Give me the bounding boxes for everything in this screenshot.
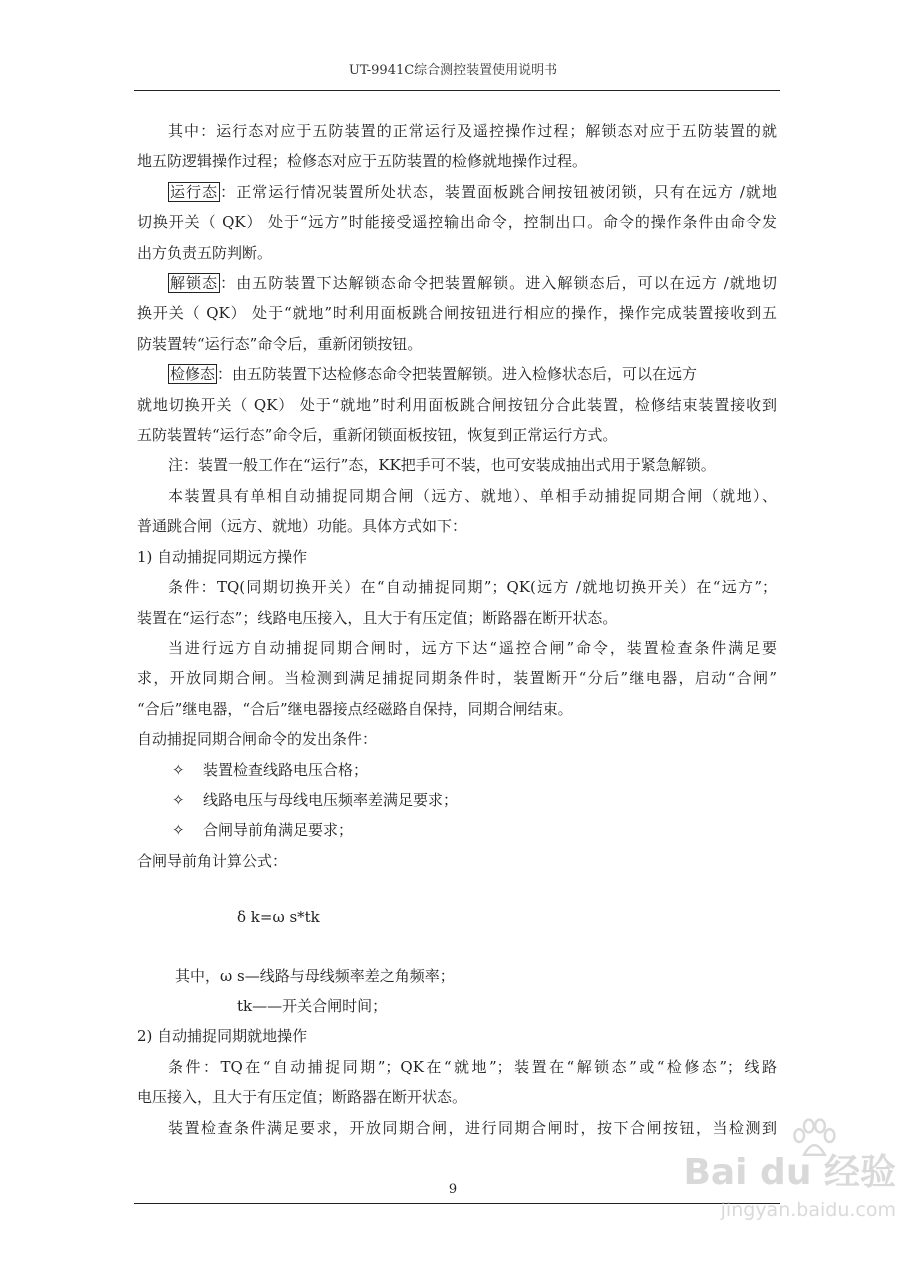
text-line xyxy=(137,450,777,480)
formula-intro: 合闸导前角计算公式： xyxy=(137,851,288,870)
running-header: UT-9941C综合测控装置使用说明书 xyxy=(348,63,558,78)
text-line xyxy=(137,663,777,693)
line-text: ：由五防装置下达检修态命令把装置解锁。进入检修状态后，可以在远方 xyxy=(217,365,698,384)
diamond-bullet-icon: ✧ xyxy=(172,821,185,840)
bullet-item xyxy=(137,755,777,785)
watermark-brand: Bai du 经验 xyxy=(683,1152,896,1193)
text-line xyxy=(137,511,777,541)
line-text: 换开关（ QK） 处于“就地”时利用面板跳合闸按钮进行相应的操作，操作完成装置接收到五 xyxy=(137,304,777,323)
header-rule xyxy=(134,90,780,91)
bullet-text: 装置检查线路电压合格； xyxy=(203,760,369,779)
page-body xyxy=(137,116,777,1143)
line-text: 就地切换开关（ QK） 处于“就地”时利用面板跳合闸按钮分合此装置，检修结束装置接收到 xyxy=(137,395,777,414)
footer-rule xyxy=(134,1203,780,1204)
text-line xyxy=(137,633,777,663)
line-text: 地五防逻辑操作过程；检修态对应于五防装置的检修就地操作过程。 xyxy=(137,152,588,171)
text-line xyxy=(137,390,777,420)
formula-where-1: 其中，ω s—线路与母线频率差之角频率； xyxy=(175,966,455,985)
line-text: 防装置转“运行态”命令后，重新闭锁按钮。 xyxy=(137,334,423,353)
line-text: 电压接入，且大于有压定值；断路器在断开状态。 xyxy=(137,1088,468,1107)
text-line xyxy=(137,603,777,633)
formula-where-2: tk——开关合闸时间； xyxy=(237,996,388,1015)
state-term-box: 运行态 xyxy=(170,182,219,201)
page-number: 9 xyxy=(448,1182,458,1197)
line-text: 当进行远方自动捕捉同期合闸时，远方下达“遥控合闸”命令，装置检查条件满足要 xyxy=(168,638,777,657)
text-line xyxy=(137,542,777,572)
baidu-watermark xyxy=(683,1152,896,1222)
text-line xyxy=(137,481,777,511)
text-line xyxy=(137,177,777,207)
formula: δ k=ω s*tk xyxy=(237,908,320,927)
text-line xyxy=(137,146,777,176)
line-text: 条件：TQ(同期切换开关）在“自动捕捉同期”；QK(远方 /就地切换开关）在“远方”； xyxy=(168,578,777,597)
state-term-box: 解锁态 xyxy=(170,274,219,293)
text-line xyxy=(137,420,777,450)
line-text: 装置检查条件满足要求，开放同期合闸，进行同期合闸时，按下合闸按钮，当检测到 xyxy=(168,1118,777,1137)
text-line xyxy=(137,116,777,146)
text-line xyxy=(137,1021,777,1051)
line-text: 注：装置一般工作在“运行”态，KK把手可不装，也可安装成抽出式用于紧急解锁。 xyxy=(168,456,716,475)
bullet-item xyxy=(137,815,777,845)
line-text: 求，开放同期合闸。当检测到满足捕捉同期条件时，装置断开“分后”继电器，启动“合闸” xyxy=(137,669,777,688)
state-term-box: 检修态 xyxy=(170,365,216,384)
bullet-text: 线路电压与母线电压频率差满足要求； xyxy=(203,790,459,809)
line-text: 五防装置转“运行态”命令后，重新闭锁面板按钮，恢复到正常运行方式。 xyxy=(137,426,618,445)
watermark-url: jingyan.baidu.com xyxy=(720,1199,896,1221)
text-line xyxy=(137,1113,777,1143)
diamond-bullet-icon: ✧ xyxy=(172,790,185,809)
text-line xyxy=(137,359,777,389)
text-line xyxy=(137,207,777,237)
line-text: 本装置具有单相自动捕捉同期合闸（远方、就地）、单相手动捕捉同期合闸（就地）、 xyxy=(168,486,777,505)
line-text: 2) 自动捕捉同期就地操作 xyxy=(137,1027,308,1046)
line-text: 普通跳合闸（远方、就地）功能。具体方式如下： xyxy=(137,517,468,536)
text-line xyxy=(137,1052,777,1082)
text-line xyxy=(137,694,777,724)
text-line xyxy=(137,724,777,754)
text-line xyxy=(137,1082,777,1112)
line-text: 其中：运行态对应于五防装置的正常运行及遥控操作过程；解锁态对应于五防装置的就 xyxy=(168,122,777,140)
bullet-text: 合闸导前角满足要求； xyxy=(203,821,354,840)
line-text: ：由五防装置下达解锁态命令把装置解锁。进入解锁态后，可以在远方 /就地切 xyxy=(220,274,777,293)
text-line xyxy=(137,298,777,328)
line-text: 1) 自动捕捉同期远方操作 xyxy=(137,547,308,566)
line-text: 自动捕捉同期合闸命令的发出条件： xyxy=(137,730,378,749)
text-line xyxy=(137,329,777,359)
diamond-bullet-icon: ✧ xyxy=(172,760,185,779)
line-text: “合后”继电器，“合后”继电器接点经磁路自保持，同期合闸结束。 xyxy=(137,699,573,718)
line-text: 装置在“运行态”；线路电压接入，且大于有压定值；断路器在断开状态。 xyxy=(137,608,618,627)
bullet-item xyxy=(137,785,777,815)
line-text: ：正常运行情况装置所处状态，装置面板跳合闸按钮被闭锁，只有在远方 /就地 xyxy=(220,182,777,201)
text-line xyxy=(137,572,777,602)
text-line xyxy=(137,268,777,298)
text-line xyxy=(137,238,777,268)
line-text: 条件：TQ在“自动捕捉同期”；QK在“就地”；装置在“解锁态”或“检修态”；线路 xyxy=(168,1057,777,1076)
line-text: 出方负责五防判断。 xyxy=(137,243,273,262)
line-text: 切换开关（ QK） 处于“远方”时能接受遥控输出命令，控制出口。命令的操作条件由命令发 xyxy=(137,213,777,232)
